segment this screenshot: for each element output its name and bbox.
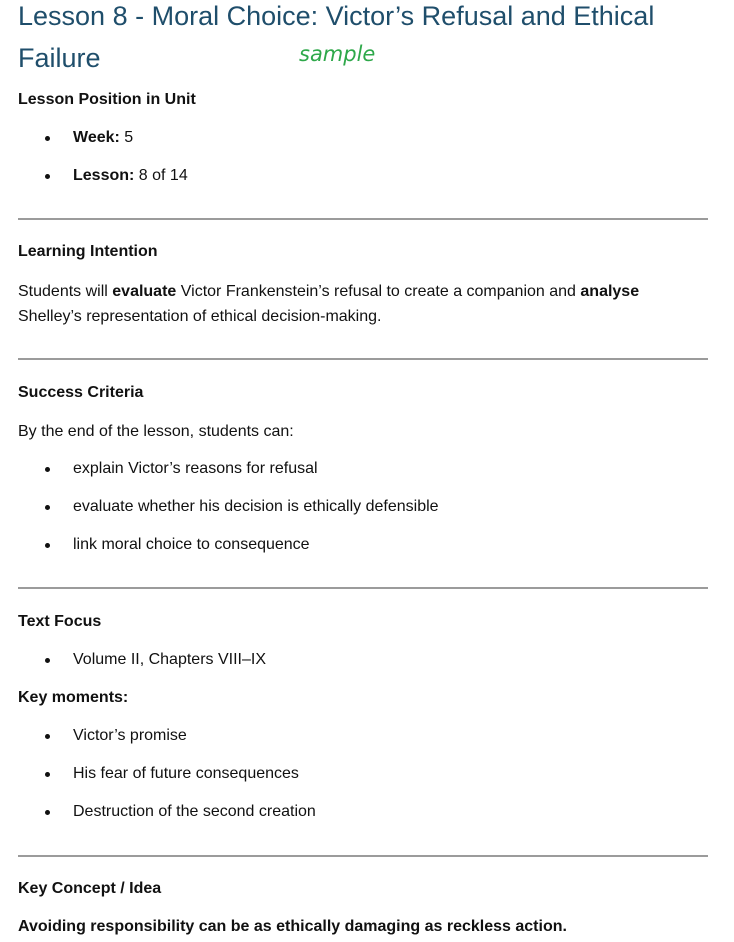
success-criteria-heading: Success Criteria xyxy=(18,384,144,401)
divider xyxy=(18,587,708,589)
key-concept-statement: Avoiding responsibility can be as ethically damaging as reckless action. xyxy=(18,918,567,935)
intention-bold-analyse: analyse xyxy=(580,283,640,300)
success-criteria-list xyxy=(18,459,708,573)
bullet-icon xyxy=(45,543,50,548)
key-concept-statement-wrap xyxy=(18,917,708,937)
lesson-position-list xyxy=(18,128,708,204)
divider xyxy=(18,218,708,220)
list-item xyxy=(18,650,708,688)
intention-text-1: Students will xyxy=(18,283,113,300)
page-title-line-1: Lesson 8 - Moral Choice: Victor’s Refusal and Ethical xyxy=(18,1,655,31)
page-title-line-2: Failure xyxy=(18,43,101,73)
criteria-item: link moral choice to consequence xyxy=(73,536,310,553)
key-concept-heading: Key Concept / Idea xyxy=(18,880,162,897)
lesson-position-section xyxy=(18,90,708,110)
learning-intention-text xyxy=(18,279,708,329)
key-moment-item: Destruction of the second creation xyxy=(73,803,316,820)
bullet-icon xyxy=(45,505,50,510)
intention-text-2: Victor Frankenstein’s refusal to create a companion and xyxy=(176,283,581,300)
text-focus-item: Volume II, Chapters VIII–IX xyxy=(73,651,266,668)
key-moment-item: His fear of future consequences xyxy=(73,765,299,782)
bullet-icon xyxy=(45,467,50,472)
success-criteria-intro: By the end of the lesson, students can: xyxy=(18,423,294,440)
criteria-item: explain Victor’s reasons for refusal xyxy=(73,460,318,477)
sample-watermark: sample xyxy=(299,42,376,66)
key-moment-item: Victor’s promise xyxy=(73,727,187,744)
key-moments-list xyxy=(18,726,708,840)
list-item xyxy=(18,128,708,166)
list-item xyxy=(18,726,708,764)
learning-intention-heading: Learning Intention xyxy=(18,243,158,260)
week-label: Week: xyxy=(73,129,120,146)
text-focus-heading: Text Focus xyxy=(18,613,102,630)
learning-intention-section xyxy=(18,242,708,262)
bullet-icon xyxy=(45,810,50,815)
divider xyxy=(18,855,708,857)
text-focus-section xyxy=(18,612,708,632)
key-moments-heading: Key moments: xyxy=(18,689,129,706)
week-value: 5 xyxy=(119,129,134,146)
bullet-icon xyxy=(45,136,50,141)
intention-text-3: Shelley’s representation of ethical decision-making. xyxy=(18,308,382,325)
key-concept-section xyxy=(18,879,708,899)
bullet-icon xyxy=(45,772,50,777)
lesson-position-heading: Lesson Position in Unit xyxy=(18,91,196,108)
bullet-icon xyxy=(45,734,50,739)
list-item xyxy=(18,497,708,535)
bullet-icon xyxy=(45,174,50,179)
criteria-item: evaluate whether his decision is ethically defensible xyxy=(73,498,439,515)
success-criteria-section xyxy=(18,383,708,403)
bullet-icon xyxy=(45,658,50,663)
list-item xyxy=(18,535,708,573)
divider xyxy=(18,358,708,360)
list-item xyxy=(18,166,708,204)
text-focus-list xyxy=(18,650,708,688)
lesson-label: Lesson: xyxy=(73,167,135,184)
list-item xyxy=(18,764,708,802)
lesson-value: 8 of 14 xyxy=(134,167,188,184)
list-item xyxy=(18,802,708,840)
key-moments-section xyxy=(18,688,708,708)
list-item xyxy=(18,459,708,497)
intention-bold-evaluate: evaluate xyxy=(112,283,177,300)
